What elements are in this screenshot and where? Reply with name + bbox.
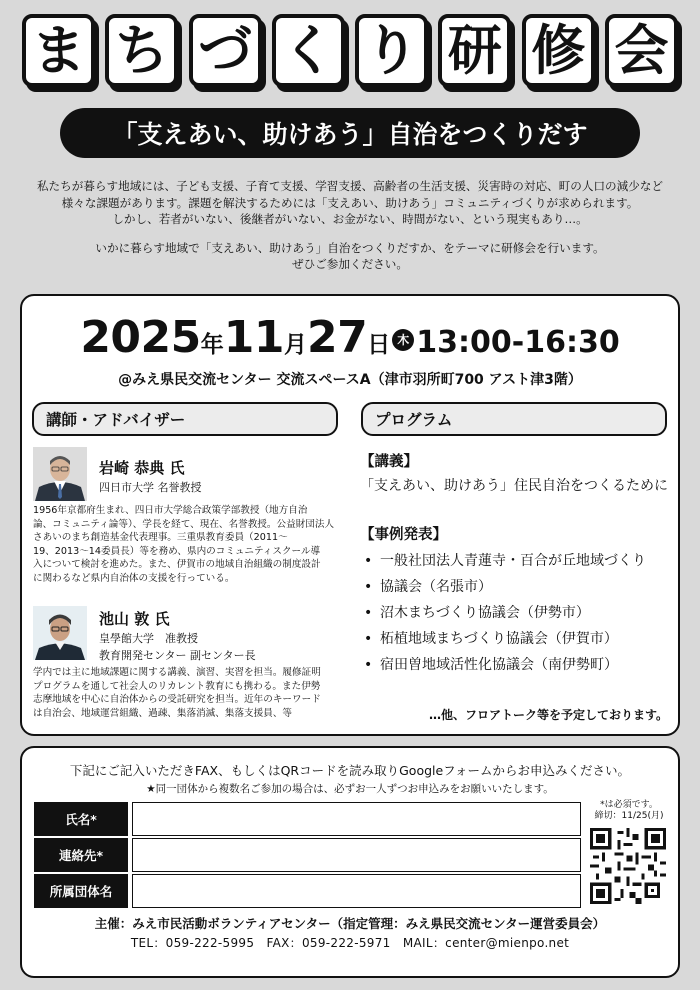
date-month-unit: 月 [284, 332, 308, 358]
deadline-text: 締切：11/25(月) [594, 811, 664, 821]
bio-line: 入について検討を進めた。また、伊賀市の地域自治組織の制度設計 [33, 559, 321, 571]
lecturer-name: 池山 敦 氏 [99, 610, 170, 628]
title-char: 研 [438, 14, 511, 87]
lecturer-name: 岩崎 恭典 氏 [99, 459, 185, 477]
program-cases-label: 【事例発表】 [360, 527, 447, 543]
lecturer-photo [33, 447, 87, 501]
bio-line: プログラムを通して社会人のリカレント教育にも携わる。また伊勢 [33, 680, 321, 692]
organizer-line: 主催：みえ市民活動ボランティアセンター（指定管理：みえ県民交流センター運営委員会） [94, 916, 606, 931]
title-char: ま [22, 14, 95, 87]
date-day-unit: 日 [367, 332, 391, 358]
required-note [590, 800, 668, 822]
intro-line: 私たちが暮らす地域には、子ども支援、子育て支援、学習支援、高齢者の生活支援、災害時の対応、町の人口の減少など [36, 179, 664, 193]
contact-line: TEL：059-222-5995 FAX：059-222-5971 MAIL：center@mienpo.net [130, 936, 570, 950]
title-char: く [272, 14, 345, 87]
field-label-name: 氏名* [34, 802, 128, 836]
lecturer-affiliation [99, 630, 256, 664]
title-char: ち [105, 14, 178, 87]
program-case-list [362, 548, 680, 678]
case-item: • 沼木まちづくり協議会（伊勢市） [362, 600, 680, 626]
bio-line: 19、2013～14委員長）等を務め、県内のコミュニティスクール導 [33, 545, 321, 557]
qr-code-icon[interactable] [590, 828, 666, 904]
case-item-continuation: • 協議会（名張市） [362, 574, 680, 600]
bio-line: 論、コミュニティ論等）、学長を経て、現在、名誉教授。公益財団法人 [33, 518, 335, 530]
affiliation-line: 教育開発センター 副センター長 [99, 649, 256, 662]
bio-line: さあいのまち創造基金代表理事。三重県教育委員（2011～ [33, 532, 288, 544]
field-label-organization: 所属団体名 [34, 874, 128, 908]
weekday-badge: 木 [392, 329, 414, 351]
event-time: 13:00-16:30 [416, 325, 620, 360]
title-char: づ [189, 14, 262, 87]
affiliation-line: 皇學館大学 准教授 [99, 632, 198, 645]
intro-line: しかし、若者がいない、後継者がいない、お金がない、時間がない、という現実もあり…。 [112, 212, 588, 226]
title-char: 修 [522, 14, 595, 87]
date-day: 27 [307, 312, 368, 363]
required-text: *は必須です。 [600, 800, 658, 810]
bio-line: 学内では主に地域課題に関する講義、演習、実習を担当。履修証明 [33, 667, 321, 678]
lecturer-bio [33, 666, 321, 720]
intro-line: いかに暮らす地域で「支えあい、助けあう」自治をつくりだすか、をテーマに研修会を行います。 [95, 240, 605, 255]
case-item: • 柘植地域まちづくり協議会（伊賀市） [362, 626, 680, 652]
intro-line: ぜひご参加ください。 [292, 257, 408, 271]
program-note: …他、フロアトーク等を予定しております。 [428, 708, 668, 722]
program-lecture-title: 「支えあい、助けあう」住民自治をつくるために [360, 478, 668, 494]
subtitle-banner: 「支えあい、助けあう」自治をつくりだす [60, 108, 640, 158]
lecturer-bio [33, 504, 334, 586]
lecturers-heading: 講師・アドバイザー [32, 402, 338, 436]
intro-line: 様々な課題があります。課題を解決するためには「支えあい、助けあう」コミュニティづくりが求められます。 [61, 195, 639, 210]
bio-line: に関わるなど県内自治体の支援を行っている。 [33, 572, 235, 584]
bio-line: 1956年京都府生まれ、四日市大学総合政策学部教授（地方自治 [33, 505, 308, 516]
name-field[interactable] [132, 802, 581, 836]
title-char: り [355, 14, 428, 87]
event-date [20, 312, 680, 363]
affiliation-line: 四日市大学 名誉教授 [99, 481, 202, 494]
lecturer-affiliation [99, 479, 202, 496]
contact-field[interactable] [132, 838, 581, 872]
event-venue: @みえ県民交流センター 交流スペースA（津市羽所町700 アスト津3階） [118, 372, 582, 388]
bio-line: 志摩地域を中心に自治体からの受託研究を担当。近年のキーワード [33, 694, 321, 706]
lecturer-photo [33, 606, 87, 660]
date-month: 11 [223, 312, 285, 363]
case-item: • 一般社団法人青蓮寺・百合が丘地域づくり [362, 548, 680, 574]
bio-line: は自治会、地域運営組織、過疎、集落消滅、集落支援員、等 [33, 707, 293, 719]
intro-text [20, 178, 680, 273]
form-note: ★同一団体から複数名ご参加の場合は、必ずお一人ずつお申込みをお願いいたします。 [146, 783, 554, 795]
case-item: • 宿田曽地域活性化協議会（南伊勢町） [362, 652, 680, 678]
organization-field[interactable] [132, 874, 581, 908]
date-year-unit: 年 [200, 332, 224, 358]
date-year: 2025 [80, 312, 201, 363]
program-lecture-label: 【講義】 [360, 454, 418, 470]
program-heading: プログラム [361, 402, 667, 436]
field-label-contact: 連絡先* [34, 838, 128, 872]
form-instruction: 下記にご記入いただきFAX、もしくはQRコードを読み取りGoogleフォームからお申込みください。 [69, 763, 631, 778]
title-char: 会 [605, 14, 678, 87]
event-title [22, 14, 678, 94]
